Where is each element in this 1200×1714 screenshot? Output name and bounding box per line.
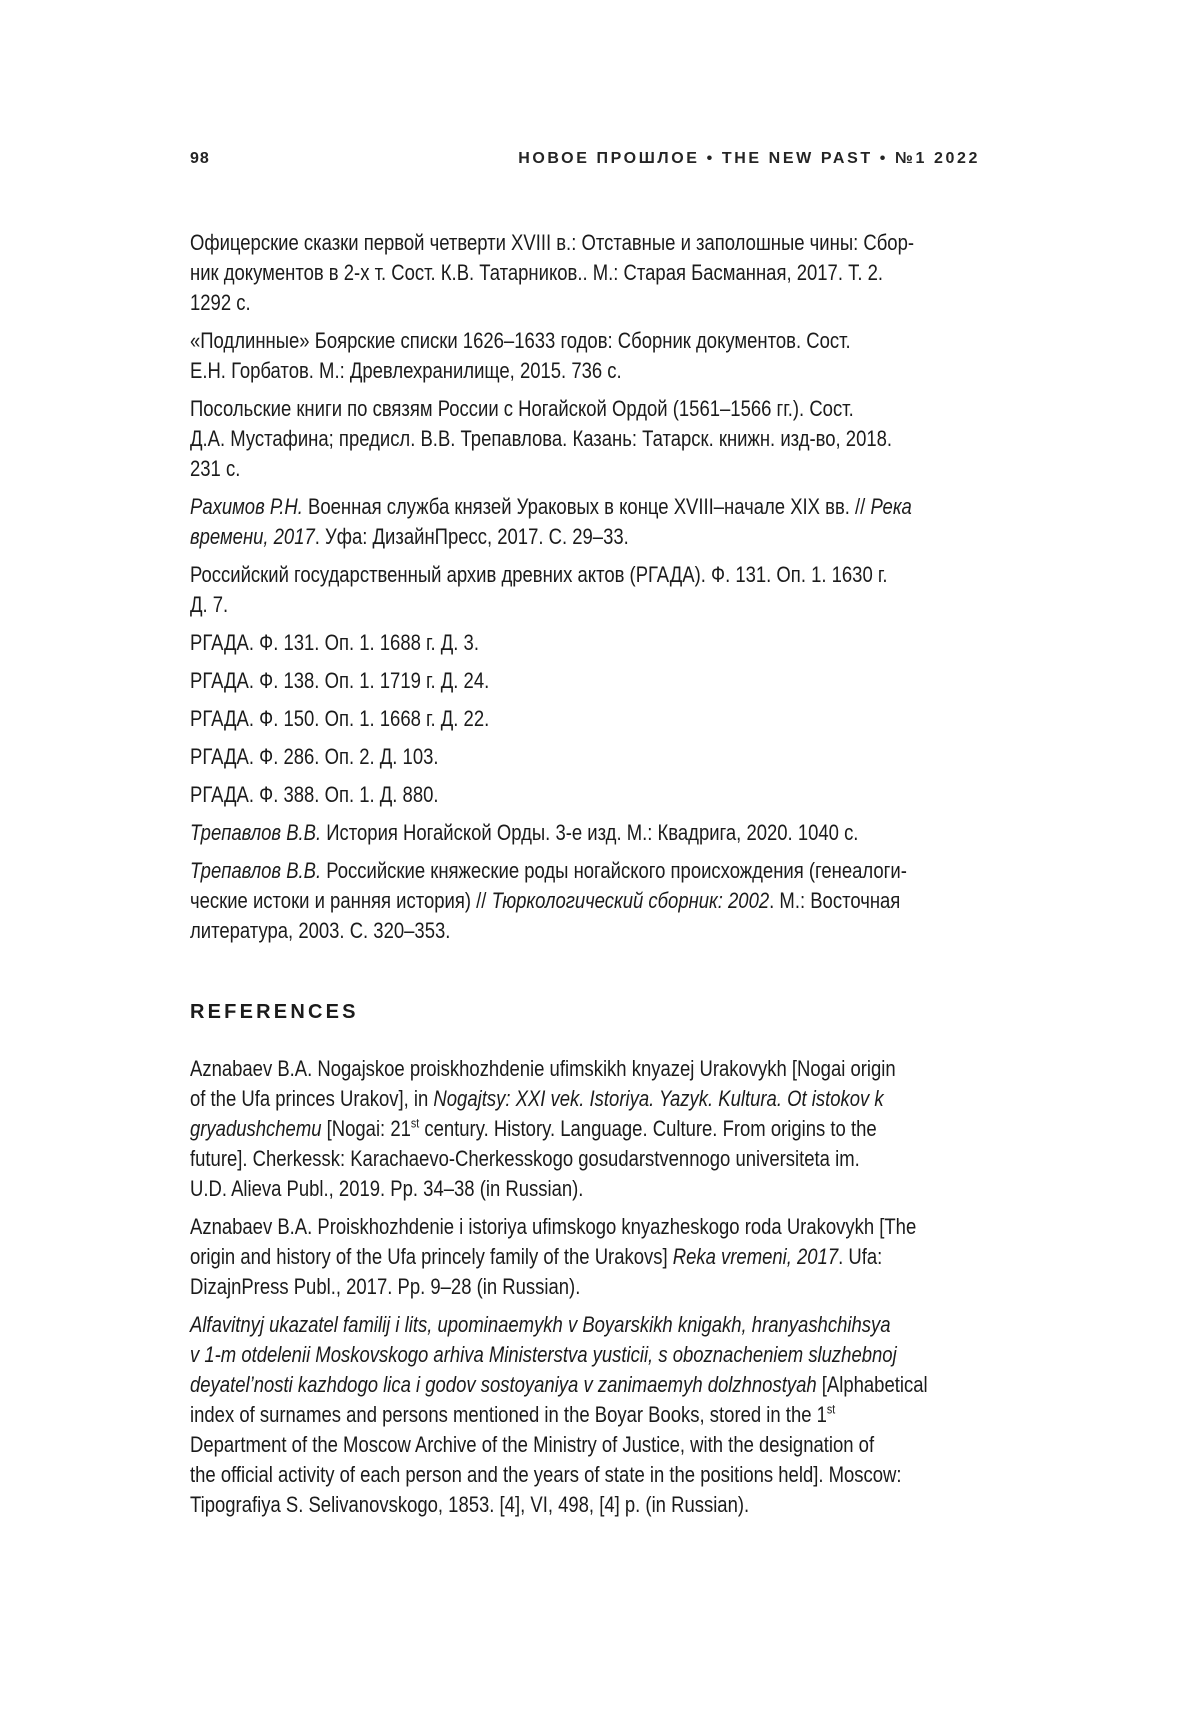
bibliography-entry — [190, 560, 980, 620]
plain-text: Aznabaev B.A. Proiskhozhdenie i istoriya ufimskogo knyazheskogo roda Urakovykh [The — [190, 1214, 917, 1239]
entry-line — [190, 1114, 877, 1144]
plain-text: index of surnames and persons mentioned in the Boyar Books, stored in the 1 — [190, 1402, 827, 1427]
plain-text: РГАДА. Ф. 150. Оп. 1. 1668 г. Д. 22. — [190, 706, 490, 731]
bibliography-entry — [190, 228, 980, 318]
plain-text: ник документов в 2-х т. Сост. К.В. Татарников.. М.: Старая Басманная, 2017. Т. 2. — [190, 260, 884, 285]
entry-line — [190, 704, 854, 734]
bibliography-entry — [190, 326, 980, 386]
entry-line — [190, 818, 859, 848]
superscript-text: st — [826, 1401, 836, 1417]
entry-line — [190, 424, 893, 454]
plain-text: [Alphabetical — [816, 1372, 928, 1397]
page-number: 98 — [190, 150, 210, 167]
plain-text: 231 с. — [190, 456, 241, 481]
plain-text: DizajnPress Publ., 2017. Pp. 9–28 (in Russian). — [190, 1274, 581, 1299]
entry-line — [190, 1272, 854, 1302]
entry-line — [190, 522, 854, 552]
entry-line — [190, 1490, 854, 1520]
entry-line — [190, 1370, 928, 1400]
superscript-text: st — [410, 1115, 420, 1131]
plain-text: . Ufa: — [838, 1244, 883, 1269]
plain-text: ческие истоки и ранняя история) // — [190, 888, 492, 913]
bibliography-entry — [190, 780, 980, 810]
entry-line — [190, 560, 888, 590]
plain-text: origin and history of the Ufa princely family of the Urakovs] — [190, 1244, 673, 1269]
entry-line — [190, 1084, 884, 1114]
plain-text: [Nogai: 21 — [321, 1116, 411, 1141]
references-heading: REFERENCES — [190, 1001, 359, 1023]
plain-text: of the Ufa princes Urakov], in — [190, 1086, 434, 1111]
entry-line — [190, 394, 854, 424]
plain-text: Aznabaev B.A. Nogajskoe proiskhozhdenie ufimskikh knyazej Urakovykh [Nogai origin — [190, 1056, 896, 1081]
entry-line — [190, 742, 854, 772]
entry-line — [190, 666, 854, 696]
bibliography-entry — [190, 492, 980, 552]
italic-text: Тюркологический сборник: 2002 — [491, 888, 770, 913]
entry-line — [190, 590, 854, 620]
bibliography-entry — [190, 628, 980, 658]
plain-text: «Подлинные» Боярские списки 1626–1633 годов: Сборник документов. Сост. — [190, 328, 851, 353]
bibliography-entry — [190, 704, 980, 734]
entry-line — [190, 258, 884, 288]
italic-text: времени, 2017 — [190, 524, 315, 549]
italic-text: Nogajtsy: XXI vek. Istoriya. Yazyk. Kultura. Ot istokov k — [433, 1086, 884, 1111]
plain-text: РГАДА. Ф. 131. Оп. 1. 1688 г. Д. 3. — [190, 630, 479, 655]
plain-text: Военная служба князей Ураковых в конце XVIII–начале XIX вв. // — [302, 494, 871, 519]
entry-line — [190, 228, 915, 258]
plain-text: Российские княжеские роды ногайского происхождения (генеалоги- — [321, 858, 907, 883]
plain-text: Tipografiya S. Selivanovskogo, 1853. [4], VI, 498, [4] p. (in Russian). — [190, 1492, 750, 1517]
entry-line — [190, 856, 907, 886]
entry-line — [190, 326, 854, 356]
entry-line — [190, 628, 854, 658]
italic-text: Reka vremeni, 2017 — [672, 1244, 839, 1269]
plain-text: РГАДА. Ф. 286. Оп. 2. Д. 103. — [190, 744, 439, 769]
plain-text: . Уфа: ДизайнПресс, 2017. С. 29–33. — [314, 524, 629, 549]
plain-text: century. History. Language. Culture. From origins to the — [419, 1116, 877, 1141]
bibliography-entry — [190, 1054, 980, 1204]
entry-line — [190, 288, 854, 318]
entry-line — [190, 1242, 883, 1272]
plain-text: Российский государственный архив древних актов (РГАДА). Ф. 131. Оп. 1. 1630 г. — [190, 562, 888, 587]
plain-text: Department of the Moscow Archive of the Ministry of Justice, with the designation of — [190, 1432, 875, 1457]
russian-bibliography-section — [190, 228, 980, 946]
bibliography-entry — [190, 1310, 980, 1520]
plain-text: Д. 7. — [190, 592, 229, 617]
plain-text: РГАДА. Ф. 138. Оп. 1. 1719 г. Д. 24. — [190, 668, 490, 693]
plain-text: Офицерские сказки первой четверти XVIII в.: Отставные и заполошные чины: Сбор- — [190, 230, 915, 255]
entry-line — [190, 916, 854, 946]
english-references-section — [190, 1054, 980, 1520]
italic-text: gryadushchemu — [190, 1116, 322, 1141]
entry-line — [190, 454, 854, 484]
running-title: НОВОЕ ПРОШЛОЕ • THE NEW PAST • №1 2022 — [518, 150, 980, 167]
plain-text: История Ногайской Орды. 3-е изд. М.: Квадрига, 2020. 1040 с. — [321, 820, 859, 845]
entry-line — [190, 356, 854, 386]
entry-line — [190, 780, 854, 810]
entry-line — [190, 492, 912, 522]
plain-text: Посольские книги по связям России с Ногайской Ордой (1561–1566 гг.). Сост. — [190, 396, 854, 421]
entry-line — [190, 1144, 860, 1174]
italic-text: Alfavitnyj ukazatel familij i lits, upominaemykh v Boyarskikh knigakh, hranyashchihsya — [190, 1312, 891, 1337]
plain-text: литература, 2003. С. 320–353. — [190, 918, 451, 943]
plain-text: . М.: Восточная — [769, 888, 901, 913]
plain-text: РГАДА. Ф. 388. Оп. 1. Д. 880. — [190, 782, 439, 807]
entry-line — [190, 886, 901, 916]
plain-text: 1292 с. — [190, 290, 251, 315]
page-header — [190, 150, 980, 168]
italic-text: v 1-m otdelenii Moskovskogo arhiva Ministerstva yusticii, s oboznacheniem sluzhebnoj — [190, 1342, 897, 1367]
plain-text: Д.А. Мустафина; предисл. В.В. Трепавлова. Казань: Татарск. книжн. изд-во, 2018. — [190, 426, 893, 451]
entry-line — [190, 1430, 875, 1460]
plain-text: U.D. Alieva Publ., 2019. Pp. 34–38 (in Russian). — [190, 1176, 584, 1201]
italic-text: Трепавлов В.В. — [190, 820, 322, 845]
entry-line — [190, 1212, 917, 1242]
bibliography-entry — [190, 856, 980, 946]
plain-text: the official activity of each person and the years of state in the positions held]. Moscow: — [190, 1462, 902, 1487]
entry-line — [190, 1400, 854, 1430]
italic-text: Река — [870, 494, 912, 519]
italic-text: Рахимов Р.Н. — [190, 494, 303, 519]
plain-text: future]. Cherkessk: Karachaevo-Cherkesskogo gosudarstvennogo universiteta im. — [190, 1146, 860, 1171]
italic-text: deyatel’nosti kazhdogo lica i godov sostoyaniya v zanimaemyh dolzhnostyah — [190, 1372, 817, 1397]
entry-line — [190, 1340, 897, 1370]
bibliography-entry — [190, 666, 980, 696]
bibliography-entry — [190, 394, 980, 484]
entry-line — [190, 1460, 902, 1490]
plain-text: Е.Н. Горбатов. М.: Древлехранилище, 2015. 736 с. — [190, 358, 622, 383]
entry-line — [190, 1310, 891, 1340]
italic-text: Трепавлов В.В. — [190, 858, 322, 883]
bibliography-entry — [190, 818, 980, 848]
entry-line — [190, 1054, 896, 1084]
page-content — [190, 150, 980, 1528]
entry-line — [190, 1174, 854, 1204]
bibliography-entry — [190, 742, 980, 772]
bibliography-entry — [190, 1212, 980, 1302]
